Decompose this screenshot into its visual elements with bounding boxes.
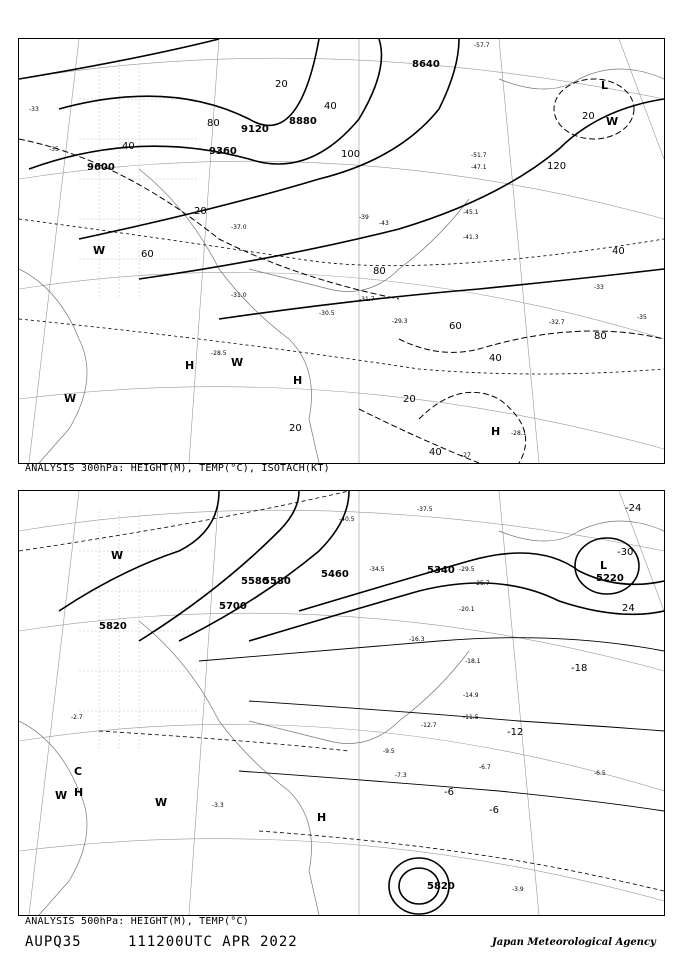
temp-label: -37.0 (231, 224, 247, 231)
temp-label: -20.1 (459, 606, 475, 613)
height-label: 5220 (596, 573, 624, 584)
cold-mark: C (74, 765, 83, 778)
product-code: AUPQ35 (25, 934, 82, 950)
caption-500hpa: ANALYSIS 500hPa: HEIGHT(M), TEMP(°C) (25, 916, 249, 927)
high-pressure-mark: H (317, 811, 327, 824)
height-label: 9600 (87, 162, 115, 173)
height-label-group (99, 565, 624, 892)
isotherm-label: 24 (622, 603, 635, 614)
temp-label: -39 (359, 214, 369, 221)
temp-label: -31.7 (359, 296, 375, 303)
high-pressure-mark: H (491, 425, 501, 438)
height-contours (59, 491, 664, 914)
temp-label: -12.7 (421, 722, 437, 729)
temp-label: -6.7 (479, 764, 491, 771)
temp-label: -29.3 (392, 318, 408, 325)
high-pressure-mark: H (74, 786, 84, 799)
temp-label: -30.5 (319, 310, 335, 317)
isotach-label: 20 (582, 111, 595, 122)
temp-label: -43 (379, 220, 389, 227)
temp-label: -45.1 (463, 209, 479, 216)
temp-label: -51.7 (471, 152, 487, 159)
temp-label: -28.1 (511, 430, 527, 437)
temp-label-group (71, 506, 606, 893)
warm-mark: W (231, 356, 244, 369)
temp-label: -3.9 (512, 886, 524, 893)
isotherm-label: -24 (625, 503, 642, 514)
isotach-label: 20 (275, 79, 288, 90)
warm-mark: W (55, 789, 68, 802)
temp-label: -29.5 (459, 566, 475, 573)
isotherm-label: -12 (507, 727, 524, 738)
temp-label: -14.9 (463, 692, 479, 699)
pressure-mark-group (55, 549, 607, 824)
isotach-label: 80 (373, 266, 386, 277)
map-300hpa (19, 39, 664, 463)
chart-500hpa (18, 490, 665, 916)
isotach-label: 40 (429, 447, 442, 458)
warm-mark: W (111, 549, 124, 562)
caption-300hpa: ANALYSIS 300hPa: HEIGHT(M), TEMP(°C), ISOTACH(KT) (25, 463, 330, 474)
isotach-label: 60 (449, 321, 462, 332)
temp-label: -35 (637, 314, 647, 321)
temp-label-group (29, 42, 647, 459)
isotach-label: 60 (141, 249, 154, 260)
graticule (19, 39, 664, 463)
isotach-label: 120 (547, 161, 567, 172)
temp-label: -37.5 (417, 506, 433, 513)
height-label: 5340 (427, 565, 455, 576)
isotach-label: 40 (489, 353, 502, 364)
temp-label: -34.5 (369, 566, 385, 573)
height-label: 8880 (289, 116, 317, 127)
temp-label: -3.3 (212, 802, 224, 809)
isotach-label: 40 (122, 141, 135, 152)
isotach-label: 40 (324, 101, 337, 112)
isotach-label: 80 (594, 331, 607, 342)
temp-label: -27 (461, 452, 471, 459)
temp-label: -16.3 (409, 636, 425, 643)
high-pressure-mark: H (293, 374, 303, 387)
isotach-label: 20 (403, 394, 416, 405)
isotach-label: 40 (612, 246, 625, 257)
isotherm-label: -18 (571, 663, 588, 674)
height-label: 8640 (412, 59, 440, 70)
chart-300hpa (18, 38, 665, 464)
isotach-label: 80 (207, 118, 220, 129)
isotherm-label: -30 (617, 547, 634, 558)
isotherm-label: -6 (444, 787, 454, 798)
isotach-label: 20 (289, 423, 302, 434)
isotherm-label: -6 (489, 805, 499, 816)
isotach-label: 100 (341, 149, 361, 160)
temp-label: -18.1 (465, 658, 481, 665)
temp-label: -33 (594, 284, 604, 291)
agency-name: Japan Meteorological Agency (492, 937, 656, 948)
temp-label: -25.7 (474, 580, 490, 587)
temp-label: -35 (49, 146, 59, 153)
warm-mark: W (606, 115, 619, 128)
temp-label: -2.7 (71, 714, 83, 721)
height-label: 5580 (263, 576, 291, 587)
dense-data-grid (79, 59, 199, 299)
high-pressure-mark: H (185, 359, 195, 372)
temp-label: -9.5 (383, 748, 395, 755)
low-pressure-mark: L (600, 559, 608, 572)
height-label-group (87, 59, 440, 173)
coastline (19, 521, 664, 915)
isotach-label: 20 (194, 206, 207, 217)
temp-label: -32.7 (549, 319, 565, 326)
temp-label: -33 (29, 106, 39, 113)
temp-label: -7.3 (395, 772, 407, 779)
temp-label: -47.1 (471, 164, 487, 171)
temp-label: -41.3 (463, 234, 479, 241)
warm-mark: W (64, 392, 77, 405)
height-label: 9120 (241, 124, 269, 135)
temp-label: -11.5 (463, 714, 479, 721)
issue-time: 111200UTC APR 2022 (128, 934, 298, 950)
low-pressure-mark: L (601, 79, 609, 92)
temp-label: -31.0 (231, 292, 247, 299)
height-label: 5820 (427, 881, 455, 892)
temp-label: -40.5 (339, 516, 355, 523)
map-500hpa (19, 491, 664, 915)
temp-label: -28.5 (211, 350, 227, 357)
height-label: 9360 (209, 146, 237, 157)
warm-mark: W (155, 796, 168, 809)
coastline (19, 69, 664, 463)
warm-mark: W (93, 244, 106, 257)
height-contour-5700 (139, 491, 299, 641)
height-contour-5460 (249, 583, 664, 641)
dense-data-grid (79, 511, 199, 751)
temp-label: -57.7 (474, 42, 490, 49)
height-label: 5700 (219, 601, 247, 612)
isotach-label-group (122, 79, 625, 458)
temp-label: -6.5 (594, 770, 606, 777)
height-label: 5460 (321, 569, 349, 580)
height-label: 5580 (241, 576, 269, 587)
height-label: 5820 (99, 621, 127, 632)
